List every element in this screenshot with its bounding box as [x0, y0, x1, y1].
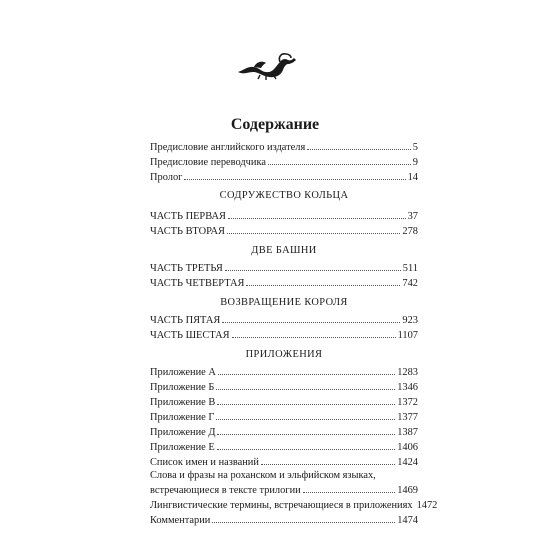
toc-leader-dots [307, 139, 411, 150]
toc-entry[interactable] [150, 169, 418, 184]
toc-entry-title: ЧАСТЬ ПЕРВАЯ [150, 211, 226, 222]
toc-entry-page: 923 [402, 315, 418, 326]
toc-entry-page: 1424 [397, 457, 418, 468]
toc-entry-page: 1107 [397, 330, 418, 341]
toc-entry-title: Предисловие английского издателя [150, 142, 306, 153]
toc-entry[interactable] [150, 469, 418, 482]
dragon-ornament-icon [236, 48, 302, 82]
section-heading: СОДРУЖЕСТВО КОЛЬЦА [219, 190, 349, 201]
toc-entry[interactable] [150, 394, 418, 409]
toc-entry-page: 1469 [397, 485, 418, 496]
toc-leader-dots [217, 394, 395, 405]
page-title: Содержание [230, 116, 320, 133]
toc-entry-title: Приложение В [150, 397, 216, 408]
toc-entry-page: 14 [407, 172, 418, 183]
toc-entry-title: Пролог [150, 172, 183, 183]
toc-leader-dots [228, 208, 406, 219]
toc-entry-page: 1283 [397, 367, 418, 378]
toc-leader-dots [216, 379, 395, 390]
toc-entry[interactable] [150, 260, 418, 275]
section-heading: ПРИЛОЖЕНИЯ [245, 349, 323, 360]
toc-entry[interactable] [150, 223, 418, 238]
toc-entry-title: Приложение Е [150, 442, 215, 453]
toc-entry[interactable] [150, 497, 438, 512]
toc-leader-dots [216, 409, 395, 420]
toc-leader-dots [218, 364, 395, 375]
toc-entry-page: 1474 [397, 515, 418, 526]
toc-entry[interactable] [150, 424, 418, 439]
toc-entry-page: 1377 [397, 412, 418, 423]
toc-entry[interactable] [150, 482, 418, 497]
toc-entry-page: 278 [402, 226, 418, 237]
section-heading: ВОЗВРАЩЕНИЕ КОРОЛЯ [220, 297, 348, 308]
toc-entry-title: ЧАСТЬ ШЕСТАЯ [150, 330, 230, 341]
toc-entry-page: 1406 [397, 442, 418, 453]
toc-entry-page: 5 [412, 142, 418, 153]
toc-entry[interactable] [150, 327, 418, 342]
intro-list [150, 139, 418, 184]
toc-leader-dots [212, 512, 395, 523]
toc-leader-dots [303, 482, 396, 493]
toc-entry[interactable] [150, 275, 418, 290]
toc-entry-title: Лингвистические термины, встречающиеся в приложениях [150, 500, 413, 511]
toc-leader-dots [184, 169, 405, 180]
toc-entry[interactable] [150, 454, 418, 469]
toc-entry[interactable] [150, 379, 418, 394]
toc-leader-dots [222, 312, 400, 323]
toc-entry-page: 1346 [397, 382, 418, 393]
section-heading: ДВЕ БАШНИ [251, 245, 317, 256]
toc-entry-page: 1372 [397, 397, 418, 408]
toc-entry[interactable] [150, 409, 418, 424]
toc-leader-dots [261, 454, 395, 465]
toc-entry-title: Приложение Г [150, 412, 215, 423]
toc-entry-title: Приложение А [150, 367, 216, 378]
toc-entry[interactable] [150, 154, 418, 169]
toc-entry-title: ЧАСТЬ ВТОРАЯ [150, 226, 225, 237]
toc-leader-dots [268, 154, 411, 165]
toc-entry-title: Предисловие переводчика [150, 157, 266, 168]
toc-entry-page: 1472 [416, 500, 438, 511]
toc-entry-page: 37 [407, 211, 418, 222]
toc-entry-title: Список имен и названий [150, 457, 259, 468]
toc-entry-title: Комментарии [150, 515, 211, 526]
toc-entry-title: ЧАСТЬ ПЯТАЯ [150, 315, 221, 326]
toc-leader-dots [246, 275, 400, 286]
toc-entry[interactable] [150, 139, 418, 154]
toc-entry-title: ЧАСТЬ ЧЕТВЕРТАЯ [150, 278, 245, 289]
toc-entry-title: Приложение Б [150, 382, 215, 393]
toc-entry[interactable] [150, 364, 418, 379]
toc-entry-page: 1387 [397, 427, 418, 438]
toc-leader-dots [225, 260, 401, 271]
toc-entry-title: ЧАСТЬ ТРЕТЬЯ [150, 263, 223, 274]
toc-entry-page: 9 [412, 157, 418, 168]
toc-entry[interactable] [150, 312, 418, 327]
toc-entry[interactable] [150, 512, 418, 527]
toc-entry-title: Слова и фразы на роханском и эльфийском языках, [150, 470, 376, 481]
toc-leader-dots [217, 424, 395, 435]
toc-entry-title: встречающиеся в тексте трилогии [150, 485, 301, 496]
toc-entry[interactable] [150, 439, 418, 454]
toc-leader-dots [227, 223, 400, 234]
toc-entry-title: Приложение Д [150, 427, 216, 438]
toc-leader-dots [232, 327, 396, 338]
toc-entry-page: 742 [402, 278, 418, 289]
toc-entry-page: 511 [402, 263, 418, 274]
table-of-contents [150, 139, 438, 527]
toc-entry[interactable] [150, 208, 418, 223]
toc-leader-dots [217, 439, 396, 450]
sections-list [150, 184, 438, 527]
